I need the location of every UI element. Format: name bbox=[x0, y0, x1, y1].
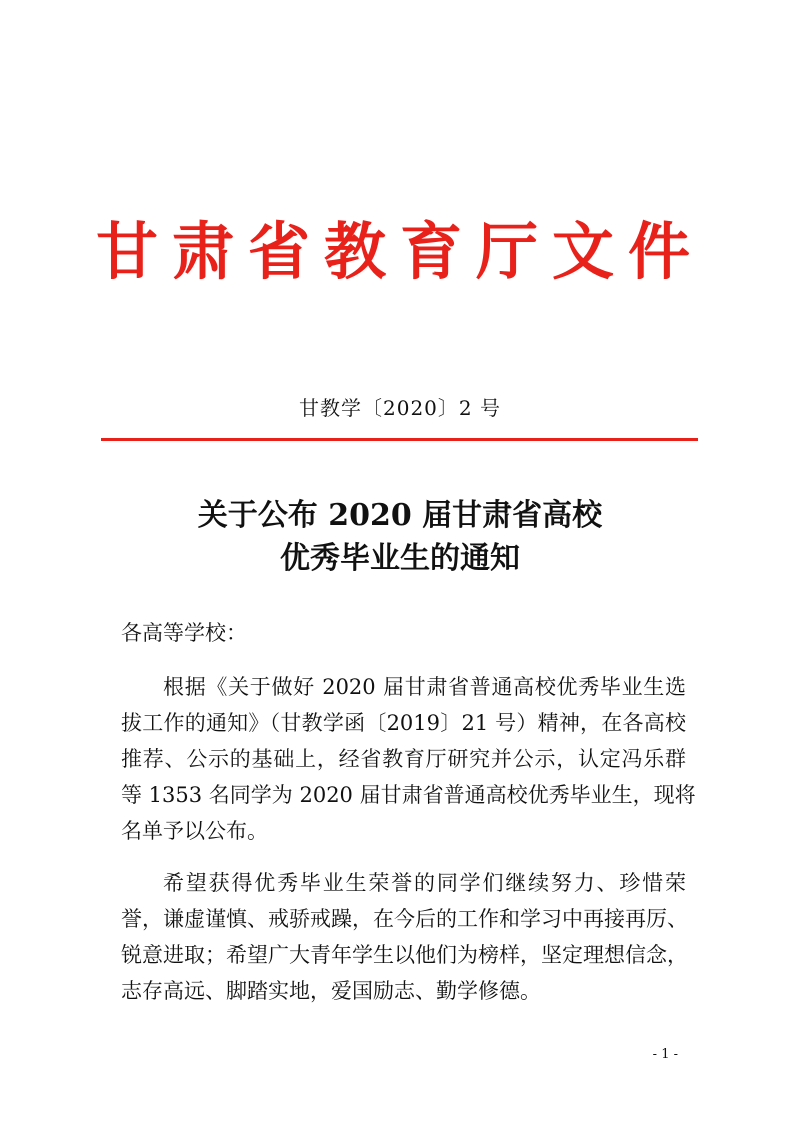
paragraph-line: 希望获得优秀毕业生荣誉的同学们继续努力、珍惜荣 bbox=[163, 871, 686, 895]
paragraph-line: 誉，谦虚谨慎、戒骄戒躁，在今后的工作和学习中再接再厉、 bbox=[121, 907, 688, 931]
paragraph-line: 锐意进取；希望广大青年学生以他们为榜样，坚定理想信念， bbox=[121, 943, 688, 967]
paragraph-line: 名单予以公布。 bbox=[121, 819, 268, 843]
paragraph-line: 志存高远、脚踏实地，爱国励志、勤学修德。 bbox=[121, 979, 541, 1003]
notice-title-line-2: 优秀毕业生的通知 bbox=[280, 541, 520, 576]
notice-title bbox=[0, 494, 800, 580]
paragraph-line: 拔工作的通知》（甘教学函〔2019〕21 号）精神，在各高校 bbox=[121, 711, 686, 735]
salutation: 各高等学校： bbox=[121, 621, 247, 645]
paragraph-2 bbox=[121, 865, 686, 1009]
paragraph-line: 等 1353 名同学为 2020 届甘肃省普通高校优秀毕业生，现将 bbox=[121, 783, 696, 807]
paragraph-line: 根据《关于做好 2020 届甘肃省普通高校优秀毕业生选 bbox=[163, 675, 686, 699]
document-number: 甘教学〔2020〕2 号 bbox=[299, 396, 501, 420]
document-header-title: 甘肃省教育厅文件 bbox=[95, 215, 704, 288]
paragraph-line: 推荐、公示的基础上，经省教育厅研究并公示，认定冯乐群 bbox=[121, 747, 686, 771]
page-number: - 1 - bbox=[652, 1047, 678, 1062]
red-divider-line bbox=[101, 438, 698, 441]
notice-title-line-1: 关于公布 2020 届甘肃省高校 bbox=[197, 498, 603, 533]
paragraph-1 bbox=[121, 669, 696, 849]
